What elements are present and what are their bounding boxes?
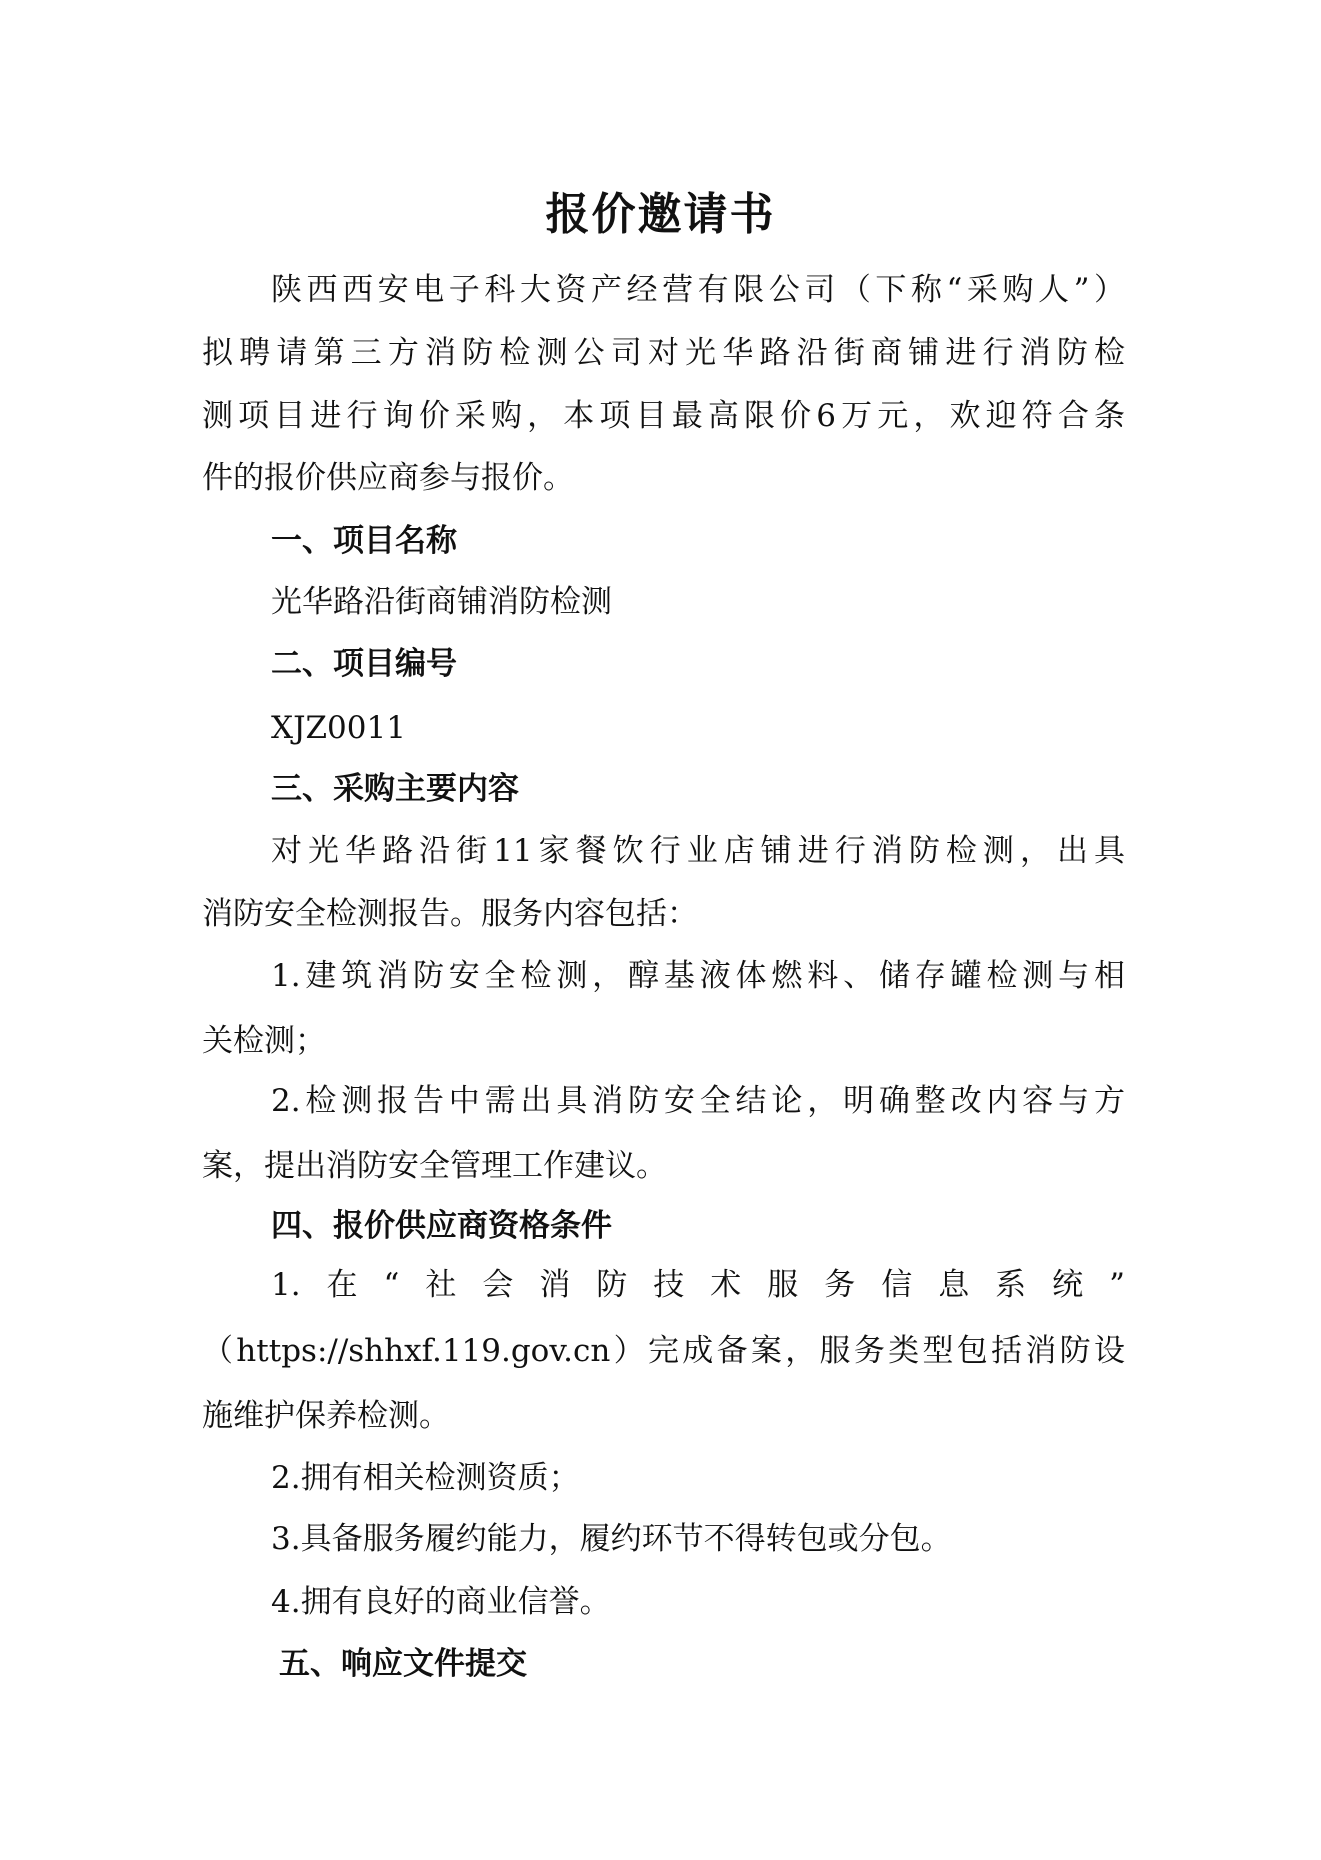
content-line: 关检测； <box>202 1023 326 1059</box>
content-line: 对光华路沿街11家餐饮行业店铺进行消防检测，出具 <box>271 833 1125 869</box>
qualification-line: 4.拥有良好的商业信誉。 <box>271 1584 611 1620</box>
content-line: 案，提出消防安全管理工作建议。 <box>202 1148 667 1184</box>
qualification-line: 施维护保养检测。 <box>202 1398 450 1434</box>
content-line: 2.检测报告中需出具消防安全结论，明确整改内容与方 <box>271 1083 1125 1119</box>
content-line: 消防安全检测报告。服务内容包括： <box>202 896 698 932</box>
intro-line: 陕西西安电子科大资产经营有限公司（下称“采购人”） <box>271 272 1125 308</box>
qualification-line: 2.拥有相关检测资质； <box>271 1460 580 1496</box>
qualification-line: 3.具备服务履约能力，履约环节不得转包或分包。 <box>271 1521 952 1557</box>
content-line: 1.建筑消防安全检测，醇基液体燃料、储存罐检测与相 <box>271 958 1125 994</box>
section-heading: 一、项目名称 <box>271 523 457 559</box>
project-name: 光华路沿街商铺消防检测 <box>271 584 612 620</box>
intro-line: 拟聘请第三方消防检测公司对光华路沿街商铺进行消防检 <box>202 335 1125 371</box>
section-heading: 二、项目编号 <box>271 646 457 682</box>
intro-line: 测项目进行询价采购，本项目最高限价6万元，欢迎符合条 <box>202 398 1125 434</box>
intro-line: 件的报价供应商参与报价。 <box>202 460 574 496</box>
section-heading: 四、报价供应商资格条件 <box>271 1208 612 1244</box>
document-title: 报价邀请书 <box>545 189 776 240</box>
qualification-line: 1.在“社会消防技术服务信息系统” <box>271 1267 1125 1303</box>
section-heading: 五、响应文件提交 <box>279 1646 527 1682</box>
project-number: XJZ0011 <box>271 710 406 746</box>
section-heading: 三、采购主要内容 <box>271 771 519 807</box>
qualification-line: （https://shhxf.119.gov.cn）完成备案，服务类型包括消防设 <box>202 1333 1125 1369</box>
